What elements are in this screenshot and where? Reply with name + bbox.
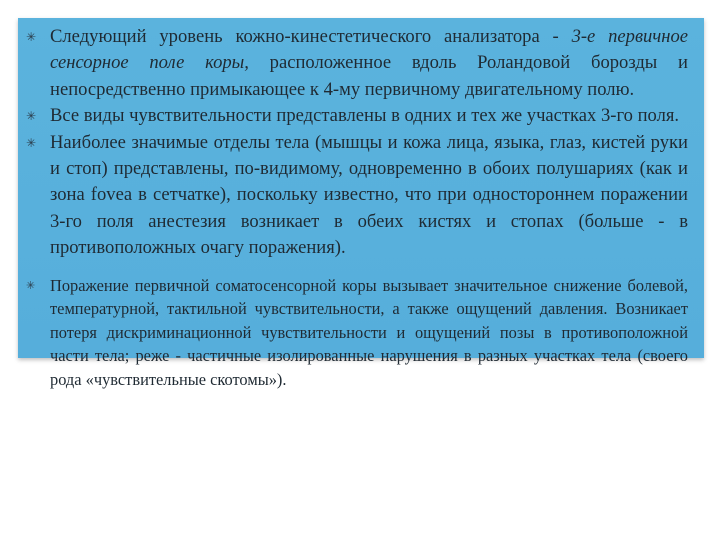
bullet-text: Наиболее значимые отделы тела (мышцы и кожа лица, языка, глаз, кистей руки и стоп) представлены, по-видимому, одновременно в обоих полушариях (как и зона fovea в сетчатке), поскольку известно, что при одностороннем поражении 3-го поля анестезия возникает в обеих кистях и стопах (больше - в противоположных очагу поражения). [50, 131, 688, 259]
bullet-item [22, 274, 688, 392]
asterisk-bullet-icon: ✳ [26, 135, 37, 150]
bullet-item [22, 130, 688, 262]
bullet-item [22, 24, 688, 103]
bullet-text-segment: Следующий уровень кожно-кинестетического анализатора - [50, 26, 572, 47]
asterisk-bullet-icon: ✳ [26, 278, 36, 292]
bullet-item [22, 103, 688, 129]
bullet-text: Все виды чувствительности представлены в одних и тех же участках 3-го поля. [50, 105, 680, 127]
bullet-text-emphasis: 3-е первичное сенсорное поле коры, [50, 26, 688, 74]
bullet-text-segment: расположенное вдоль Роландовой борозды и непосредственно примыкающее к 4-му первичному двигательному полю. [50, 52, 688, 100]
asterisk-bullet-icon: ✳ [26, 30, 37, 44]
bullet-list [22, 24, 688, 392]
asterisk-bullet-icon: ✳ [26, 109, 37, 124]
bullet-text: Поражение первичной соматосенсорной коры вызывает значительное снижение болевой, температурной, тактильной чувствительности, а также ощущений давления. Возникает потеря дискриминационной чувствительности и ощущений позы в противоположной части тела; реже - частичные изолированные нарушения в разных участках тела (своего рода «чувствительные скотомы»). [50, 275, 688, 390]
